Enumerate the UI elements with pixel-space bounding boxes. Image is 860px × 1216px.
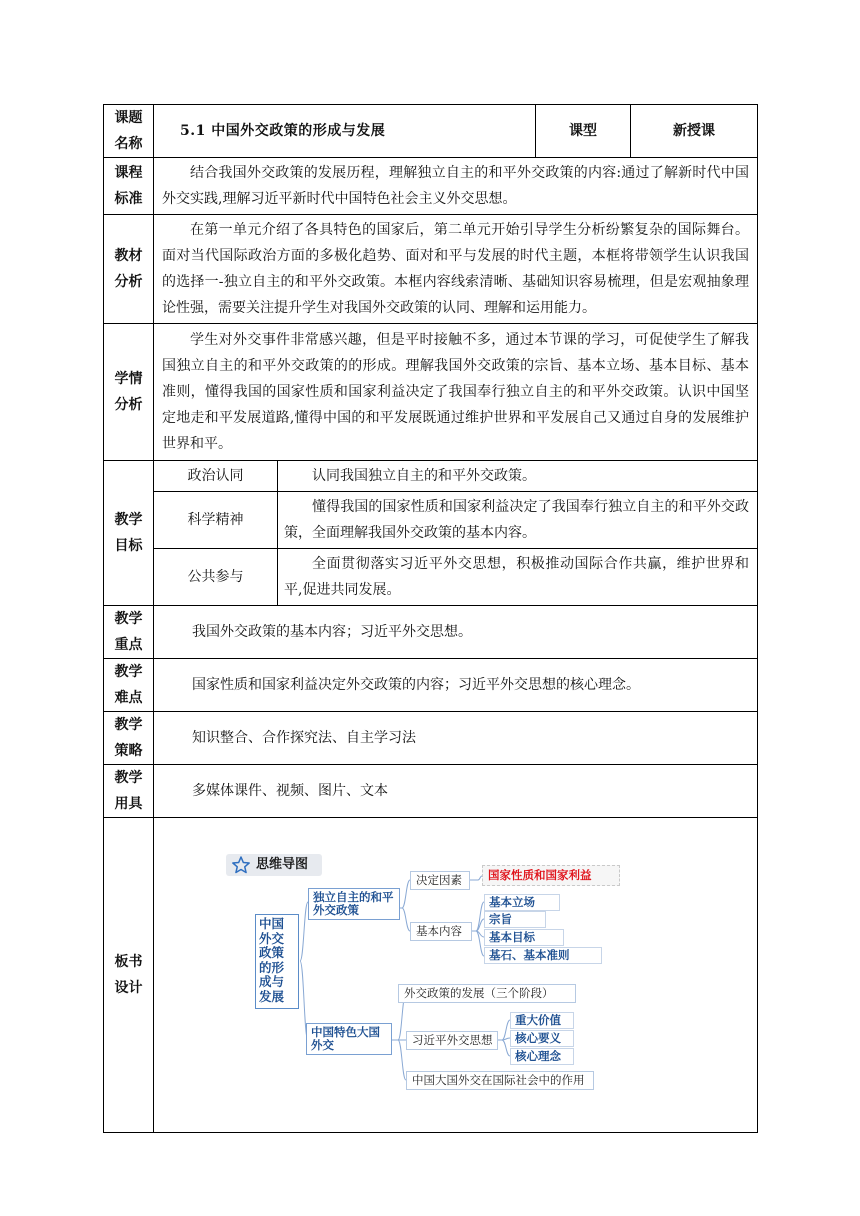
node-decide: 决定因素 [410,871,470,890]
row-board-design [104,818,758,1133]
lesson-plan-table [103,104,758,1133]
row-label-standard: 课程 标准 [104,158,154,215]
tools-text: 多媒体课件、视频、图片、文本 [154,765,758,818]
xi-item: 重大价值 [510,1012,574,1029]
difficulties-text: 国家性质和国家利益决定外交政策的内容；习近平外交思想的核心理念。 [154,659,758,712]
node-decide-value: 国家性质和国家利益 [482,865,620,886]
branch-independent-peace: 独立自主的和平外交政策 [308,888,400,920]
type-value: 新授课 [631,105,758,158]
lesson-title: 5.1 中国外交政策的形成与发展 [154,105,536,158]
node-policy-development: 外交政策的发展（三个阶段） [398,984,576,1003]
goal-label: 公共参与 [154,549,278,606]
goal-row-2 [104,492,758,549]
row-label-textbook: 教材 分析 [104,215,154,324]
content-item: 基石、基本准则 [484,947,602,964]
goal-row-1 [104,461,758,492]
row-label-topic: 课题 名称 [104,105,154,158]
row-label-key-points: 教学 重点 [104,606,154,659]
xi-item: 核心理念 [510,1048,574,1065]
row-students [104,324,758,461]
content-item: 基本目标 [484,929,564,946]
row-label-strategy: 教学 策略 [104,712,154,765]
row-difficulties [104,659,758,712]
row-label-difficulties: 教学 难点 [104,659,154,712]
row-textbook [104,215,758,324]
row-strategy [104,712,758,765]
header-row [104,105,758,158]
row-key-points [104,606,758,659]
content-item: 宗旨 [484,911,546,928]
students-text: 学生对外交事件非常感兴趣，但是平时接触不多，通过本节课的学习，可促使学生了解我国独立自主的和平外交政策的的形成。理解我国外交政策的宗旨、基本立场、基本目标、基本准则，懂得我国的国家性质和国家利益决定了我国奉行独立自主的和平外交政策。认识中国坚定地走和平发展道路,懂得中国的和平发展既通过维护世界和平发展自己又通过自身的发展维护世界和平。 [154,324,758,461]
key-points-text: 我国外交政策的基本内容；习近平外交思想。 [154,606,758,659]
row-label-board: 板书 设计 [104,818,154,1133]
goal-label: 科学精神 [154,492,278,549]
goal-text: 全面贯彻落实习近平外交思想，积极推动国际合作共赢，维护世界和平,促进共同发展。 [278,549,758,606]
strategy-text: 知识整合、合作探究法、自主学习法 [154,712,758,765]
mindmap [154,818,808,1132]
xi-item: 核心要义 [510,1030,574,1047]
row-standard [104,158,758,215]
branch-major-country-diplomacy: 中国特色大国外交 [306,1023,392,1055]
standard-text: 结合我国外交政策的发展历程，理解独立自主的和平外交政策的内容:通过了解新时代中国外交实践,理解习近平新时代中国特色社会主义外交思想。 [154,158,758,215]
star-icon [230,855,252,875]
textbook-text: 在第一单元介绍了各具特色的国家后，第二单元开始引导学生分析纷繁复杂的国际舞台。面对当代国际政治方面的多极化趋势、面对和平与发展的时代主题，本框将带领学生认识我国的选择一-独立自主的和平外交政策。本框内容线索清晰、基础知识容易梳理，但是宏观抽象理论性强，需要关注提升学生对我国外交政策的认同、理解和运用能力。 [154,215,758,324]
mindmap-root: 中国外交政策的形成与发展 [255,914,299,1009]
row-label-students: 学情 分析 [104,324,154,461]
content-item: 基本立场 [484,894,560,911]
goal-text: 认同我国独立自主的和平外交政策。 [278,461,758,492]
mindmap-title: 思维导图 [226,854,322,876]
mindmap-cell [154,818,758,1133]
row-tools [104,765,758,818]
node-content: 基本内容 [410,922,472,941]
node-xi-thought: 习近平外交思想 [406,1031,498,1050]
goal-label: 政治认同 [154,461,278,492]
row-label-goals: 教学 目标 [104,461,154,606]
row-label-tools: 教学 用具 [104,765,154,818]
type-label: 课型 [536,105,631,158]
goal-row-3 [104,549,758,606]
node-diplomacy-role: 中国大国外交在国际社会中的作用 [406,1071,594,1090]
goal-text: 懂得我国的国家性质和国家利益决定了我国奉行独立自主的和平外交政策，全面理解我国外交政策的基本内容。 [278,492,758,549]
